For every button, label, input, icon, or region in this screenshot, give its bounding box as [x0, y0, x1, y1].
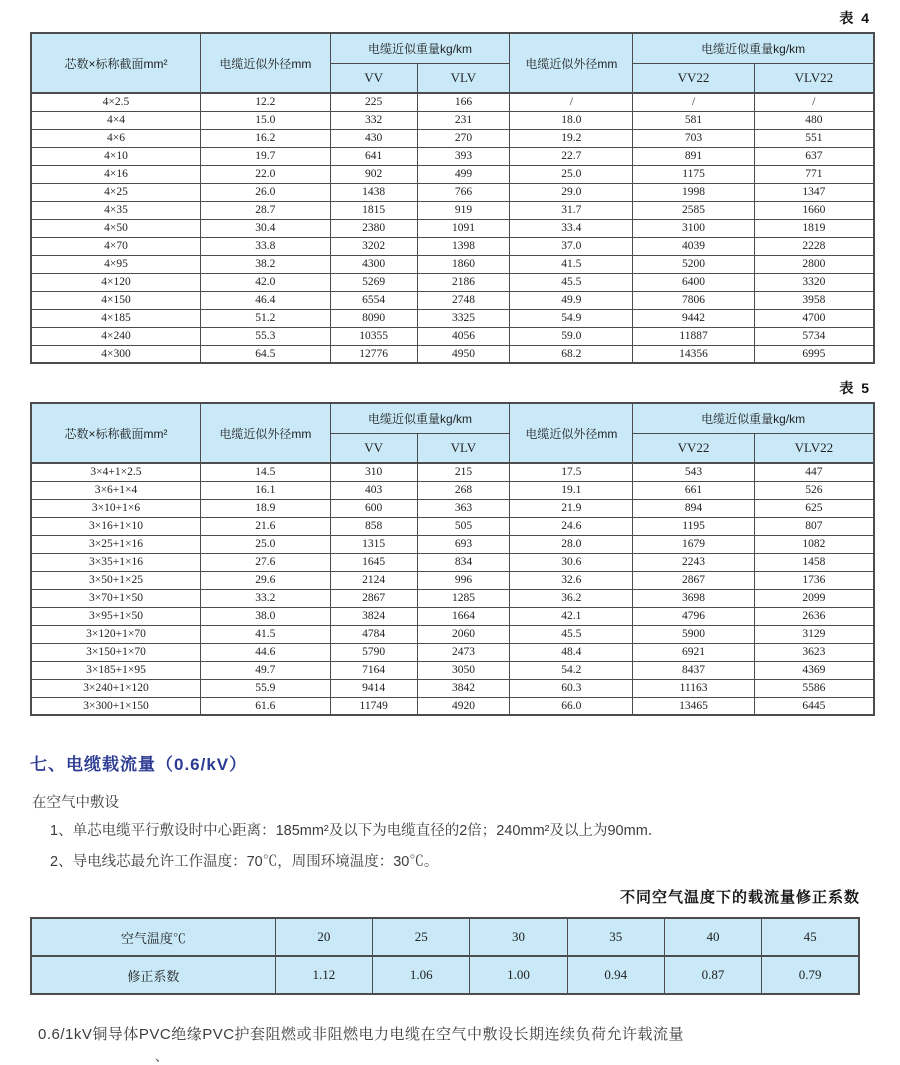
table-cell: 4×95	[31, 255, 200, 273]
table-cell: 1315	[330, 535, 417, 553]
temperature-correction-table	[30, 917, 860, 995]
table-cell: 4×70	[31, 237, 200, 255]
header-vv: VV	[330, 63, 417, 93]
table-cell: 3×35+1×16	[31, 553, 200, 571]
table-cell: 54.9	[510, 309, 633, 327]
table-cell: 215	[417, 463, 510, 481]
table-cell: 4×300	[31, 345, 200, 363]
table5-caption: 表 5	[839, 380, 871, 396]
table-cell: 1645	[330, 553, 417, 571]
table-row	[31, 643, 874, 661]
table-row	[31, 147, 874, 165]
table-cell: 7164	[330, 661, 417, 679]
table-cell: 1347	[754, 183, 874, 201]
table-cell: 21.6	[200, 517, 330, 535]
header-vv22: VV22	[633, 433, 754, 463]
table-cell: 1860	[417, 255, 510, 273]
table-cell: 30	[470, 918, 567, 956]
table-cell: 4×150	[31, 291, 200, 309]
table-cell: 4796	[633, 607, 754, 625]
table-cell: 3623	[754, 643, 874, 661]
table-cell: 499	[417, 165, 510, 183]
table-cell: 2636	[754, 607, 874, 625]
table-row	[31, 237, 874, 255]
table-cell: 29.6	[200, 571, 330, 589]
header-weight-group: 电缆近似重量kg/km	[330, 33, 510, 63]
table-cell: 310	[330, 463, 417, 481]
table-cell: 11887	[633, 327, 754, 345]
table-cell: 41.5	[510, 255, 633, 273]
table-row	[31, 661, 874, 679]
table-cell: 2099	[754, 589, 874, 607]
table-cell: 48.4	[510, 643, 633, 661]
table-cell: 2748	[417, 291, 510, 309]
table-cell: 2228	[754, 237, 874, 255]
table-cell: 1819	[754, 219, 874, 237]
table-cell: 2186	[417, 273, 510, 291]
table-row	[31, 291, 874, 309]
table-cell: 4×120	[31, 273, 200, 291]
table-cell: 6445	[754, 697, 874, 715]
table-cell: 45.5	[510, 273, 633, 291]
table-cell: 3698	[633, 589, 754, 607]
table-cell: 2800	[754, 255, 874, 273]
cable-weight-table-5	[30, 402, 875, 716]
table-cell: 4×240	[31, 327, 200, 345]
table-cell: 1815	[330, 201, 417, 219]
table-cell: 3×95+1×50	[31, 607, 200, 625]
table-row	[31, 517, 874, 535]
table-row	[31, 111, 874, 129]
table-cell: 1195	[633, 517, 754, 535]
table-cell: 3842	[417, 679, 510, 697]
table-cell: 68.2	[510, 345, 633, 363]
table-cell: 1664	[417, 607, 510, 625]
table5-body	[31, 463, 874, 715]
table-cell: 891	[633, 147, 754, 165]
table-cell: 834	[417, 553, 510, 571]
table-cell: 13465	[633, 697, 754, 715]
table-cell: 35	[567, 918, 664, 956]
correction-table-title: 不同空气温度下的载流量修正系数	[619, 889, 860, 907]
table-cell: 4700	[754, 309, 874, 327]
table-cell: 33.4	[510, 219, 633, 237]
table-cell: 2380	[330, 219, 417, 237]
table-cell: 1091	[417, 219, 510, 237]
table-cell: 32.6	[510, 571, 633, 589]
table-cell: 38.2	[200, 255, 330, 273]
table-cell: 3×6+1×4	[31, 481, 200, 499]
table-cell: 25.0	[510, 165, 633, 183]
table-cell: 1998	[633, 183, 754, 201]
table-cell: 42.1	[510, 607, 633, 625]
header-od2: 电缆近似外径mm	[510, 33, 633, 93]
table-cell: 225	[330, 93, 417, 111]
table-cell: 61.6	[200, 697, 330, 715]
table-cell: 4920	[417, 697, 510, 715]
table-cell: 4×35	[31, 201, 200, 219]
table-cell: 24.6	[510, 517, 633, 535]
table-cell: 551	[754, 129, 874, 147]
table-cell: 3×150+1×70	[31, 643, 200, 661]
table-cell: 6400	[633, 273, 754, 291]
table-row	[31, 956, 859, 994]
table-cell: 40	[664, 918, 761, 956]
table-cell: 641	[330, 147, 417, 165]
table-cell: 28.0	[510, 535, 633, 553]
table-cell: 1458	[754, 553, 874, 571]
table-cell: 5586	[754, 679, 874, 697]
table-cell: 4950	[417, 345, 510, 363]
header-vlv: VLV	[417, 433, 510, 463]
table-row	[31, 255, 874, 273]
table-cell: 11749	[330, 697, 417, 715]
header-od: 电缆近似外径mm	[200, 33, 330, 93]
table-cell: 4×6	[31, 129, 200, 147]
header-weight-group2: 电缆近似重量kg/km	[633, 33, 874, 63]
table-cell: 166	[417, 93, 510, 111]
table-cell: 661	[633, 481, 754, 499]
table-cell: 45.5	[510, 625, 633, 643]
table-cell: 4300	[330, 255, 417, 273]
table-cell: 7806	[633, 291, 754, 309]
table-cell: 46.4	[200, 291, 330, 309]
table-cell: 1082	[754, 535, 874, 553]
table-cell: 4×25	[31, 183, 200, 201]
table-cell: 5900	[633, 625, 754, 643]
table-cell: 16.1	[200, 481, 330, 499]
table-cell: 18.9	[200, 499, 330, 517]
table-cell: 5200	[633, 255, 754, 273]
table-cell: 1.12	[275, 956, 372, 994]
table-cell: 5269	[330, 273, 417, 291]
header-od: 电缆近似外径mm	[200, 403, 330, 463]
header-od2: 电缆近似外径mm	[510, 403, 633, 463]
table-cell: 18.0	[510, 111, 633, 129]
table-cell: 268	[417, 481, 510, 499]
table-cell: 1679	[633, 535, 754, 553]
table-cell: 1175	[633, 165, 754, 183]
table-cell: 393	[417, 147, 510, 165]
table-cell: 21.9	[510, 499, 633, 517]
table-cell: 17.5	[510, 463, 633, 481]
table-cell: 44.6	[200, 643, 330, 661]
header-spec: 芯数×标称截面mm²	[31, 33, 200, 93]
note-2: 2、导电线芯最允许工作温度：70℃，周围环境温度：30℃。	[50, 854, 439, 871]
table-cell: 1736	[754, 571, 874, 589]
table-cell: 6921	[633, 643, 754, 661]
table-cell: 0.79	[762, 956, 859, 994]
table-cell: 59.0	[510, 327, 633, 345]
table-row	[31, 129, 874, 147]
table-cell: 54.2	[510, 661, 633, 679]
table-cell: 600	[330, 499, 417, 517]
table-cell: 10355	[330, 327, 417, 345]
table-cell: 3×50+1×25	[31, 571, 200, 589]
table-cell: 270	[417, 129, 510, 147]
table-cell: 修正系数	[31, 956, 275, 994]
table-cell: 4784	[330, 625, 417, 643]
table-cell: 3958	[754, 291, 874, 309]
table-cell: 5734	[754, 327, 874, 345]
table-cell: 37.0	[510, 237, 633, 255]
table-cell: 12776	[330, 345, 417, 363]
table-cell: 3×120+1×70	[31, 625, 200, 643]
table4-caption: 表 4	[839, 10, 871, 26]
table-cell: 919	[417, 201, 510, 219]
table-cell: 36.2	[510, 589, 633, 607]
table-cell: 2124	[330, 571, 417, 589]
table-cell: 231	[417, 111, 510, 129]
table-cell: 3×4+1×2.5	[31, 463, 200, 481]
table-row	[31, 273, 874, 291]
table-cell: 25.0	[200, 535, 330, 553]
bottom-description: 0.6/1kV铜导体PVC绝缘PVC护套阻燃或非阻燃电力电缆在空气中敷设长期连续负荷允许载流量	[38, 1026, 685, 1044]
table-row	[31, 93, 874, 111]
table-cell: 2867	[633, 571, 754, 589]
table-cell: 3×300+1×150	[31, 697, 200, 715]
table-cell: 3320	[754, 273, 874, 291]
table-cell: /	[754, 93, 874, 111]
table-cell: 430	[330, 129, 417, 147]
table-cell: 2473	[417, 643, 510, 661]
table-cell: 3202	[330, 237, 417, 255]
table-cell: 28.7	[200, 201, 330, 219]
table5-header	[31, 403, 874, 463]
table-cell: 4×16	[31, 165, 200, 183]
table-cell: 3050	[417, 661, 510, 679]
table-cell: 31.7	[510, 201, 633, 219]
table-cell: 38.0	[200, 607, 330, 625]
table-cell: 581	[633, 111, 754, 129]
table-row	[31, 553, 874, 571]
intro-line: 在空气中敷设	[32, 795, 119, 811]
table-cell: 505	[417, 517, 510, 535]
table-row	[31, 697, 874, 715]
table-cell: 30.6	[510, 553, 633, 571]
table-cell: 49.9	[510, 291, 633, 309]
table-cell: 4×2.5	[31, 93, 200, 111]
table-cell: 55.9	[200, 679, 330, 697]
table-cell: 3×70+1×50	[31, 589, 200, 607]
table-row	[31, 589, 874, 607]
table-cell: 22.0	[200, 165, 330, 183]
table-row	[31, 309, 874, 327]
header-weight-group: 电缆近似重量kg/km	[330, 403, 510, 433]
header-spec: 芯数×标称截面mm²	[31, 403, 200, 463]
table-cell: 1660	[754, 201, 874, 219]
table-cell: 766	[417, 183, 510, 201]
table-cell: 20	[275, 918, 372, 956]
table-cell: 0.87	[664, 956, 761, 994]
header-weight-group2: 电缆近似重量kg/km	[633, 403, 874, 433]
table-cell: 42.0	[200, 273, 330, 291]
table-cell: 60.3	[510, 679, 633, 697]
tail-mark: 、	[155, 1049, 169, 1065]
table-cell: 15.0	[200, 111, 330, 129]
section-heading: 七、电缆载流量（0.6/kV）	[30, 755, 248, 774]
table-cell: 807	[754, 517, 874, 535]
table-cell: 3×185+1×95	[31, 661, 200, 679]
table-cell: 14.5	[200, 463, 330, 481]
table-cell: 2867	[330, 589, 417, 607]
table-row	[31, 463, 874, 481]
table-cell: 996	[417, 571, 510, 589]
table-cell: 9414	[330, 679, 417, 697]
header-vlv: VLV	[417, 63, 510, 93]
table-cell: 6554	[330, 291, 417, 309]
table-cell: 902	[330, 165, 417, 183]
table-cell: 6995	[754, 345, 874, 363]
table-cell: 5790	[330, 643, 417, 661]
table-cell: 27.6	[200, 553, 330, 571]
header-vlv22: VLV22	[754, 433, 874, 463]
table-cell: 3×16+1×10	[31, 517, 200, 535]
table-row	[31, 607, 874, 625]
table-cell: 894	[633, 499, 754, 517]
header-vv22: VV22	[633, 63, 754, 93]
table-cell: 3×25+1×16	[31, 535, 200, 553]
table4-header	[31, 33, 874, 93]
table-cell: 2060	[417, 625, 510, 643]
table-cell: 33.8	[200, 237, 330, 255]
table-cell: 19.2	[510, 129, 633, 147]
table-row	[31, 165, 874, 183]
table-cell: 9442	[633, 309, 754, 327]
table-cell: 1.00	[470, 956, 567, 994]
table-cell: 403	[330, 481, 417, 499]
table-cell: 25	[373, 918, 470, 956]
table-cell: /	[633, 93, 754, 111]
table-cell: 703	[633, 129, 754, 147]
table-cell: 447	[754, 463, 874, 481]
table-cell: 45	[762, 918, 859, 956]
table-cell: 771	[754, 165, 874, 183]
table-cell: 1.06	[373, 956, 470, 994]
table-cell: 2585	[633, 201, 754, 219]
table-row	[31, 679, 874, 697]
table-cell: 4039	[633, 237, 754, 255]
table-cell: 637	[754, 147, 874, 165]
table-cell: 0.94	[567, 956, 664, 994]
table-cell: 363	[417, 499, 510, 517]
table-cell: 26.0	[200, 183, 330, 201]
table-cell: 3×10+1×6	[31, 499, 200, 517]
table-cell: 3824	[330, 607, 417, 625]
table-row	[31, 625, 874, 643]
table-cell: 2243	[633, 553, 754, 571]
table-cell: 33.2	[200, 589, 330, 607]
table-row	[31, 499, 874, 517]
table-cell: 4×10	[31, 147, 200, 165]
table-cell: 1398	[417, 237, 510, 255]
header-vv: VV	[330, 433, 417, 463]
table-cell: 8090	[330, 309, 417, 327]
table-cell: 3×240+1×120	[31, 679, 200, 697]
table-row	[31, 183, 874, 201]
table-cell: 51.2	[200, 309, 330, 327]
table-cell: 8437	[633, 661, 754, 679]
table-cell: 29.0	[510, 183, 633, 201]
table-row	[31, 481, 874, 499]
table-cell: 858	[330, 517, 417, 535]
table-cell: 526	[754, 481, 874, 499]
table-cell: 4×4	[31, 111, 200, 129]
table-cell: 4×50	[31, 219, 200, 237]
table-cell: 4056	[417, 327, 510, 345]
table-cell: 3100	[633, 219, 754, 237]
table-cell: 64.5	[200, 345, 330, 363]
table-cell: 332	[330, 111, 417, 129]
table-cell: 41.5	[200, 625, 330, 643]
table-cell: 480	[754, 111, 874, 129]
note-1: 1、单芯电缆平行敷设时中心距离：185mm²及以下为电缆直径的2倍；240mm²及以上为90mm．	[50, 823, 663, 839]
table-cell: 693	[417, 535, 510, 553]
table-row	[31, 201, 874, 219]
table-row	[31, 219, 874, 237]
table-cell: 22.7	[510, 147, 633, 165]
table-row	[31, 345, 874, 363]
table-cell: 16.2	[200, 129, 330, 147]
table-cell: 66.0	[510, 697, 633, 715]
table-cell: 49.7	[200, 661, 330, 679]
table-cell: 55.3	[200, 327, 330, 345]
table-cell: 30.4	[200, 219, 330, 237]
table-cell: 625	[754, 499, 874, 517]
table-cell: 1438	[330, 183, 417, 201]
table-cell: 11163	[633, 679, 754, 697]
header-vlv22: VLV22	[754, 63, 874, 93]
table-row	[31, 535, 874, 553]
table-row	[31, 918, 859, 956]
table-cell: 14356	[633, 345, 754, 363]
table-cell: 1285	[417, 589, 510, 607]
table-cell: 12.2	[200, 93, 330, 111]
table-cell: 3325	[417, 309, 510, 327]
table-cell: 空气温度℃	[31, 918, 275, 956]
table-cell: 4×185	[31, 309, 200, 327]
correction-table-body	[31, 918, 859, 994]
table-row	[31, 327, 874, 345]
table-cell: 3129	[754, 625, 874, 643]
table-cell: 19.7	[200, 147, 330, 165]
cable-weight-table-4	[30, 32, 875, 364]
table4-body	[31, 93, 874, 363]
table-cell: /	[510, 93, 633, 111]
table-cell: 543	[633, 463, 754, 481]
table-cell: 4369	[754, 661, 874, 679]
table-cell: 19.1	[510, 481, 633, 499]
table-row	[31, 571, 874, 589]
